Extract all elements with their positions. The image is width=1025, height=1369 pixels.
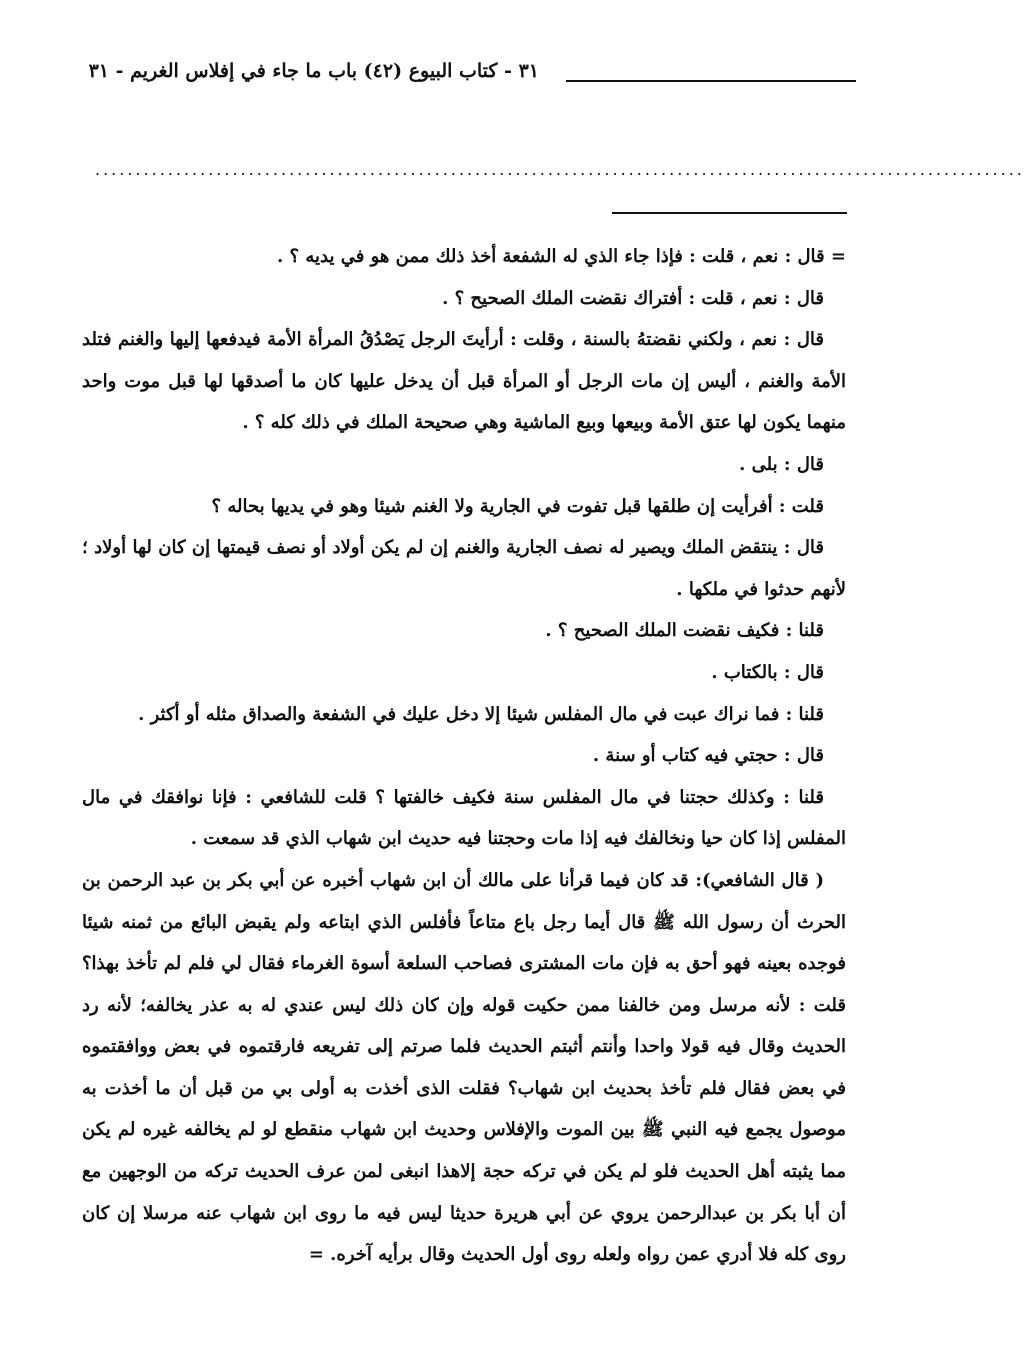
paragraph: قلنا : فكيف نقضت الملك الصحيح ؟ . (545, 620, 824, 642)
paragraph: قال : نعم ، ولكني نقضتهُ بالسنة ، وقلت : أرأيتَ الرجل يَصْدُقُ المرأة الأمة فيدفعها إليها والغنم فتلد الأمة والغنم ، أليس إن مات الرجل أو المرأة قبل أن يدخل عليها كان ما أصدقها لها قبل موت واحد منهما يكون لها عتق الأمة وبيعها وبيع الماشية وهي صحيحة الملك في ذلك كله ؟ . (82, 329, 846, 434)
paragraph: قال : بالكتاب . (711, 661, 824, 683)
paragraph: = قال : نعم ، قلت : فإذا جاء الذي له الشفعة أخذ ذلك ممن هو في يديه ؟ . (277, 246, 846, 267)
paragraph: ( قال الشافعي): قد كان فيما قرأنا على مالك أن ابن شهاب أخبره عن أبي بكر بن عبد الرحمن بن الحرث أن رسول الله ﷺ قال أيما رجل باع متاعاً فأفلس الذي ابتاعه ولم يقبض البائع من ثمنه شيئا فوجده بعينه فهو أحق به فإن مات المشترى فصاحب السلعة أسوة الغرماء فقال لي فلم لم تأخذ بهذا؟ قلت : لأنه مرسل ومن خالفنا ممن حكيت قوله وإن كان ذلك ليس عندي له به عذر يخالفه؛ لأنه رد الحديث وقال فيه قولا واحدا وأنتم أثبتم الحديث فلما صرتم إلى تفريعه فارقتموه في بعض ووافقتموه في بعض فقال فلم تأخذ بحديث ابن شهاب؟ فقلت الذى أخذت به أولى بي من قبل أن ما أخذت به موصول يجمع فيه النبي ﷺ بين الموت والإفلاس وحديث ابن شهاب منقطع لو لم يخالفه غيره لم يكن مما يثبته أهل الحديث فلو لم يكن في تركه حجة إلاهذا انبغى لمن عرف الحديث تركه من الوجهين مع أن أبا بكر بن عبدالرحمن يروي عن أبي هريرة حديثا ليس فيه ما روى ابن شهاب عنه مرسلا إن كان روى كله فلا أدري عمن رواه ولعله روى أول الحديث وقال برأيه آخره. = (82, 869, 847, 1266)
paragraph: قال : بلى . (739, 453, 824, 475)
paragraph: قلت : أفرأيت إن طلقها قبل تفوت في الجارية ولا الغنم شيئا وهو في يديها بحاله ؟ (211, 495, 824, 517)
header-rule (566, 80, 856, 82)
paragraph: قال : حجتي فيه كتاب أو سنة . (592, 745, 824, 767)
running-header: ٣١ - كتاب البيوع (٤٢) باب ما جاء في إفلاس الغريم - ٣١ (88, 60, 539, 82)
paragraph: قلنا : وكذلك حجتنا في مال المفلس سنة فكيف خالفتها ؟ قلت للشافعي : فإنا نوافقك في مال المفلس إذا كان حيا ونخالفك فيه إذا مات وحجتنا فيه حديث ابن شهاب الذي قد سمعت . (82, 786, 846, 850)
dotted-separator: ................................................................................................................... (95, 160, 1025, 179)
paragraph: قلنا : فما نراك عبت في مال المفلس شيئا إلا دخل عليك في الشفعة والصداق مثله أو أكثر . (138, 703, 824, 725)
paragraph: قال : ينتقض الملك ويصير له نصف الجارية والغنم إن لم يكن أولاد أو نصف قيمتها إن كان لها أولاد ؛ لأنهم حدثوا في ملكها . (82, 537, 846, 600)
body-text (82, 236, 846, 1276)
footnote-rule (612, 212, 847, 214)
paragraph: قال : نعم ، قلت : أفتراك نقضت الملك الصحيح ؟ . (442, 287, 824, 309)
